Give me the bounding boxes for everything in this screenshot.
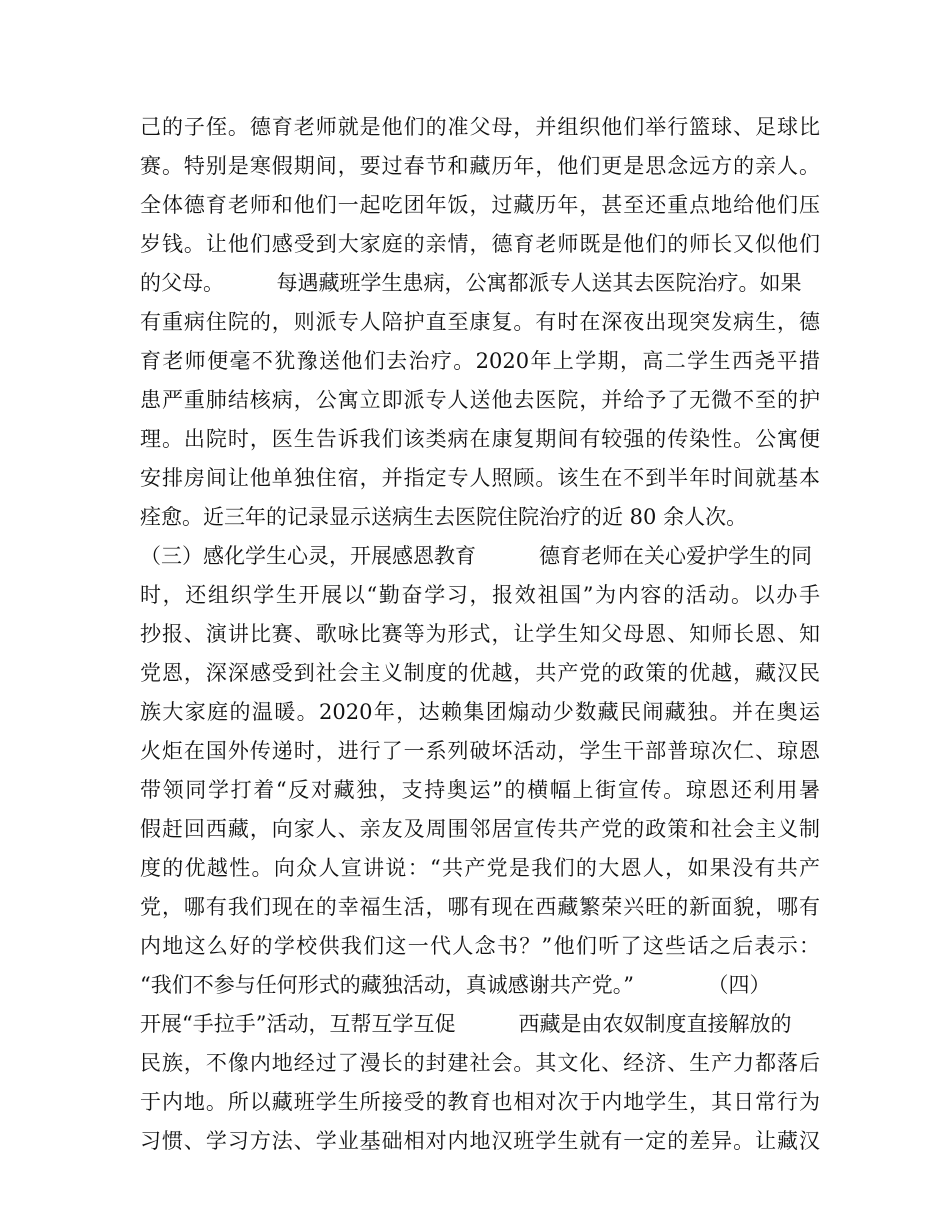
text-line: 理。出院时，医生告诉我们该类病在康复期间有较强的传染性。公寓便 [140,427,820,451]
text-line: 带领同学打着“反对藏独，支持奥运”的横幅上街宣传。琼恩还利用暑 [140,778,820,802]
text-line: 假赶回西藏，向家人、亲友及周围邻居宣传共产党的政策和社会主义制 [140,817,820,841]
text-line: 度的优越性。向众人宣讲说：“共产党是我们的大恩人，如果没有共产 [140,856,820,880]
text-line: 党恩，深深感受到社会主义制度的优越，共产党的政策的优越，藏汉民 [140,661,820,685]
text-line: 育老师便毫不犹豫送他们去治疗。2020年上学期，高二学生西尧平措 [140,349,820,373]
text-line: 己的子侄。德育老师就是他们的准父母，并组织他们举行篮球、足球比 [140,115,820,139]
text-line: “我们不参与任何形式的藏独活动，真诚感谢共产党。” （四） [140,973,771,997]
text-line: 于内地。所以藏班学生所接受的教育也相对次于内地学生，其日常行为 [140,1090,820,1114]
text-line: 有重病住院的，则派专人陪护直至康复。有时在深夜出现突发病生，德 [140,310,820,334]
text-line: 时，还组织学生开展以“勤奋学习，报效祖国”为内容的活动。以办手 [140,583,820,607]
text-line: 抄报、演讲比赛、歌咏比赛等为形式，让学生知父母恩、知师长恩、知 [140,622,820,646]
text-line: 患严重肺结核病，公寓立即派专人送他去医院，并给予了无微不至的护 [140,388,820,412]
text-line: （三）感化学生心灵，开展感恩教育 德育老师在关心爱护学生的同 [140,544,812,568]
text-line: 开展“手拉手”活动，互帮互学互促 西藏是由农奴制度直接解放的 [140,1012,792,1036]
text-line: 岁钱。让他们感受到大家庭的亲情，德育老师既是他们的师长又似他们 [140,232,820,256]
text-line: 习惯、学习方法、学业基础相对内地汉班学生就有一定的差异。让藏汉 [140,1129,820,1153]
text-line: 火炬在国外传递时，进行了一系列破坏活动，学生干部普琼次仁、琼恩 [140,739,820,763]
text-line: 民族，不像内地经过了漫长的封建社会。其文化、经济、生产力都落后 [140,1051,820,1075]
text-line: 安排房间让他单独住宿，并指定专人照顾。该生在不到半年时间就基本 [140,466,820,490]
text-line: 党，哪有我们现在的幸福生活，哪有现在西藏繁荣兴旺的新面貌，哪有 [140,895,820,919]
text-line: 赛。特别是寒假期间，要过春节和藏历年，他们更是思念远方的亲人。 [140,154,820,178]
text-line: 痊愈。近三年的记录显示送病生去医院住院治疗的近 80 余人次。 [140,505,748,529]
text-line: 内地这么好的学校供我们这一代人念书？”他们听了这些话之后表示： [140,934,820,958]
text-line: 族大家庭的温暖。2020年，达赖集团煽动少数藏民闹藏独。并在奥运 [140,700,820,724]
text-line: 的父母。 每遇藏班学生患病，公寓都派专人送其去医院治疗。如果 [140,271,802,295]
body-text [140,108,820,1161]
text-line: 全体德育老师和他们一起吃团年饭，过藏历年，甚至还重点地给他们压 [140,193,820,217]
